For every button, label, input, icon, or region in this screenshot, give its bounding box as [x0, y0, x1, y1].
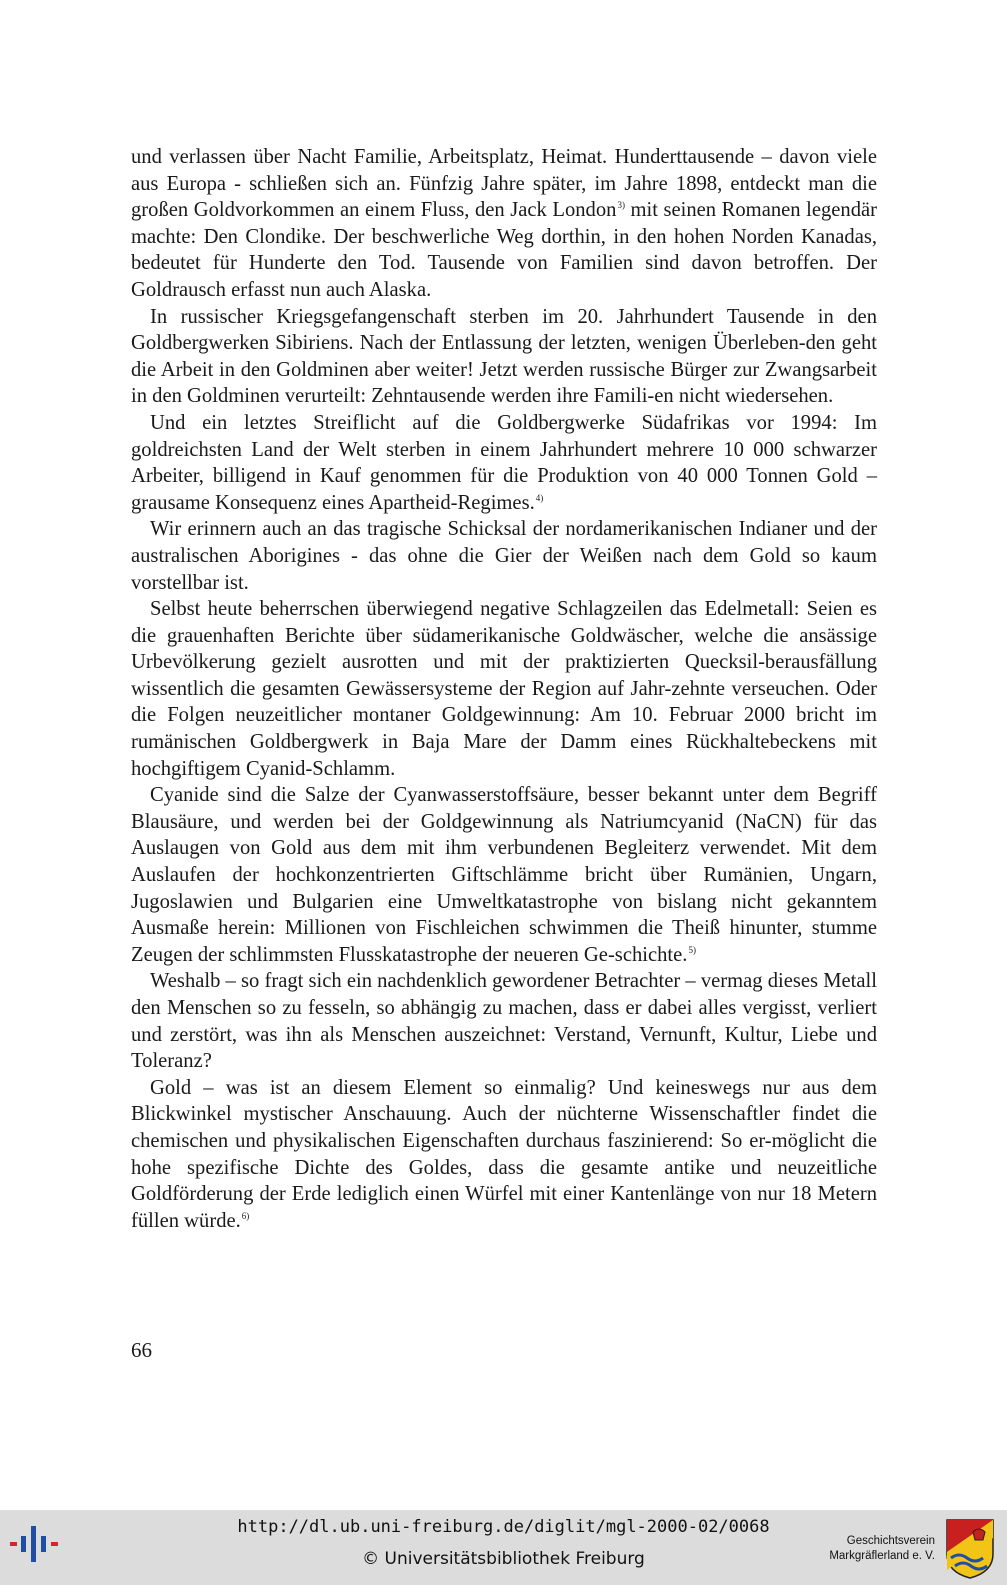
paragraph [131, 144, 877, 304]
text-run: mit seinen Romanen legendär machte: Den Clondike. Der beschwerliche Weg dorthin, in den hohen Norden Kanadas, bedeutet für Hunderte den Tod. Tausende von Familien sind davon betroffen. Der Goldrausch erfasst nun auch Alaska. [131, 199, 877, 301]
footnote-marker: 4) [535, 492, 544, 503]
text-run: Weshalb – so fragt sich ein nachdenklich gewordener Betrachter – vermag dieses Metall den Menschen so zu fesseln, so abhängig zu machen, dass er dabei alles vergisst, verliert und zerstört, was ihn als Menschen auszeichnet: Verstand, Vernunft, Kultur, Liebe und Toleranz? [131, 970, 877, 1073]
society-name [829, 1534, 935, 1564]
text-run: und verlassen über Nacht Familie, Arbeitsplatz, Heimat. Hunderttausende – davon viele aus Europa - schließen sich an. Fünfzig Jahre später, im Jahre 1898, entdeckt man die großen Goldvorkommen an einem Fluss, den Jack London [131, 146, 877, 222]
footer-url[interactable]: http://dl.ub.uni-freiburg.de/diglit/mgl-2000-02/0068 [237, 1517, 770, 1537]
text-run: In russischer Kriegsgefangenschaft sterben im 20. Jahrhundert Tausende in den Goldbergwerken Sibiriens. Nach der Entlassung der letzten, wenigen Überleben-den geht die Arbeit in den Goldminen aber weiter! Jetzt werden russische Bürger zur Zwangsarbeit in den Goldminen verurteilt: Zehntausende werden ihre Famili-en nicht wiedersehen. [131, 305, 877, 408]
text-run: Gold – was ist an diesem Element so einmalig? Und keineswegs nur aus dem Blickwinkel mystischer Anschauung. Auch der nüchterne Wissenschaftler findet die chemischen und physikalischen Eigenschaften durchaus faszinierend: So er-möglicht die hohe spezifische Dichte des Goldes, dass die gesamte antike und neuzeitliche Goldförderung der Erde lediglich einen Würfel mit einer Kantenlänge von nur 18 Metern füllen würde. [131, 1076, 877, 1232]
text-run: Wir erinnern auch an das tragische Schicksal der nordamerikanischen Indianer und der australischen Aborigines - das ohne die Gier der Weißen nach dem Gold so kaum vorstellbar ist. [131, 518, 877, 594]
body-text [131, 144, 877, 1234]
paragraph [131, 410, 877, 516]
footnote-marker: 3) [617, 200, 625, 211]
page-number: 66 [131, 1338, 152, 1362]
paragraph [131, 782, 877, 968]
text-run: Selbst heute beherrschen überwiegend negative Schlagzeilen das Edelmetall: Seien es die grauenhaften Berichte über südamerikanische Goldwäscher, welche die ansässige Urbevölkerung gezielt ausrotten und mit der praktizierten Quecksil-berausfällung wissentlich die gesamten Gewässersysteme der Region auf Jahr-zehnte verseuchen. Oder die Folgen neuzeitlicher montaner Goldgewinnung: Am 10. Februar 2000 bricht im rumänischen Goldbergwerk in Baja Mare der Damm eines Rückhaltebeckens mit hochgiftigem Cyanid-Schlamm. [131, 598, 877, 780]
society-line-1: Geschichtsverein [846, 1535, 935, 1547]
text-run: Cyanide sind die Salze der Cyanwasserstoffsäure, besser bekannt unter dem Begriff Blausäure, und werden bei der Goldgewinnung als Natriumcyanid (NaCN) für das Auslaugen von Gold aus dem mit ihm verbundenen Begleiterz verwendet. Mit dem Auslaufen der hochkonzentrierten Giftschlämme bricht über Rumänien, Ungarn, Jugoslawien und Bulgarien eine Umweltkatastrophe von bislang nicht gekanntem Ausmaße herein: Millionen von Fischleichen schwimmen die Theiß hinunter, stumme Zeugen der schlimmsten Flusskatastrophe der neueren Ge-schichte. [131, 784, 877, 966]
footer-copyright: © Universitätsbibliothek Freiburg [362, 1549, 645, 1569]
coat-of-arms-icon [945, 1518, 995, 1580]
paragraph [131, 1075, 877, 1235]
society-line-2: Markgräflerland e. V. [829, 1550, 935, 1562]
footnote-marker: 6) [241, 1210, 250, 1221]
paragraph [131, 596, 877, 782]
footnote-marker: 5) [688, 944, 696, 955]
paragraph [131, 516, 877, 596]
text-run: Und ein letztes Streiflicht auf die Goldbergwerke Südafrikas vor 1994: Im goldreichsten Land der Welt sterben in einem Jahrhundert mehrere 10 000 schwarzer Arbeiter, billigend in Kauf genommen für die Produktion von 40 000 Tonnen Gold – grausame Konsequenz eines Apartheid-Regimes. [131, 411, 877, 514]
paragraph [131, 304, 877, 410]
paragraph [131, 968, 877, 1074]
